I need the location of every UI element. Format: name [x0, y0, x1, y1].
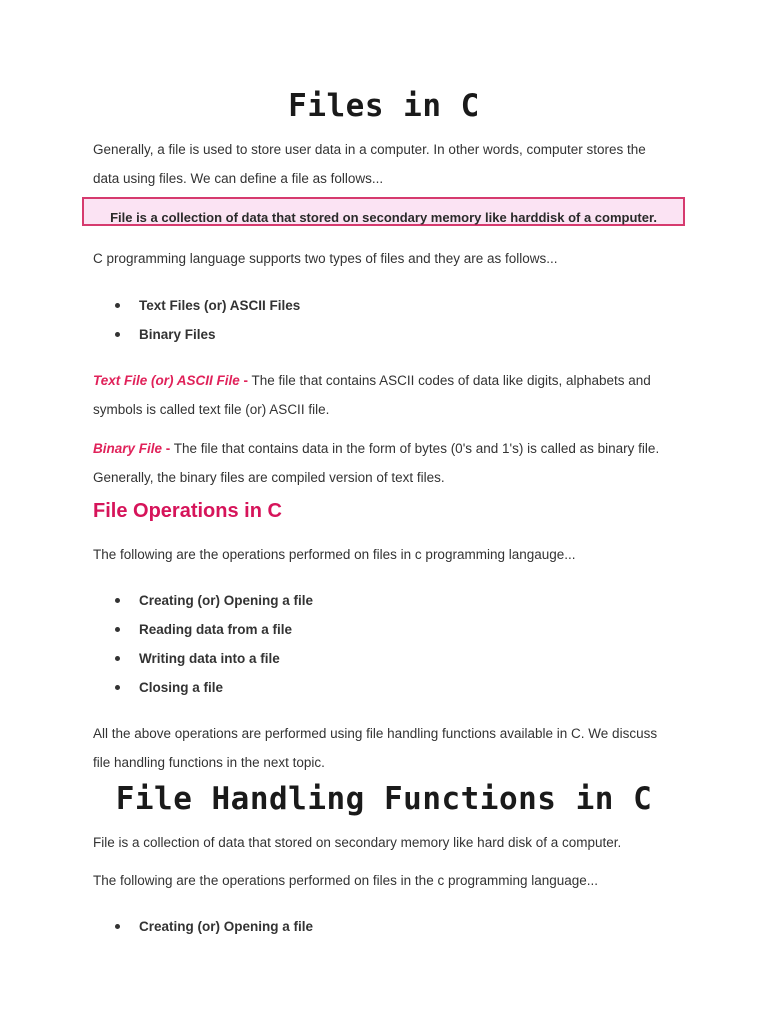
section-title: File Handling Functions in C [115, 781, 653, 817]
binary-file-term: Binary File [93, 441, 163, 456]
intro-line-2: data using files. We can define a file as follows... [93, 171, 384, 186]
operations-outro [93, 719, 674, 777]
intro-line-1: Generally, a file is used to store user data in a computer. In other words, computer stores the [93, 142, 646, 157]
text-file-line-1: The file that contains ASCII codes of data like digits, alphabets and [248, 373, 651, 388]
binary-file-line-1: The file that contains data in the form of bytes (0's and 1's) is called as binary file. [170, 441, 660, 456]
handling-list [113, 919, 313, 948]
handling-intro: The following are the operations performed on files in the c programming language... [93, 873, 599, 888]
page-title: Files in C [288, 88, 480, 124]
bullet-icon [115, 627, 120, 632]
binary-file-paragraph [93, 434, 674, 492]
binary-file-dash: - [162, 441, 171, 456]
list-item: Binary Files [113, 327, 300, 356]
bullet-icon [115, 924, 120, 929]
outro-line-1: All the above operations are performed using file handling functions available in C. We discuss [93, 726, 658, 741]
bullet-icon [115, 656, 120, 661]
outro-line-2: file handling functions in the next topic. [93, 755, 325, 770]
bullet-icon [115, 685, 120, 690]
intro-paragraph [93, 135, 674, 193]
text-file-line-2: symbols is called text file (or) ASCII file. [93, 402, 330, 417]
text-file-paragraph [93, 366, 674, 424]
file-types-list [113, 298, 300, 356]
handling-definition: File is a collection of data that stored on secondary memory like hard disk of a computer. [93, 835, 622, 850]
text-file-term: Text File (or) ASCII File [93, 373, 240, 388]
bullet-icon [115, 332, 120, 337]
bullet-icon [115, 598, 120, 603]
definition-callout [82, 197, 685, 226]
list-item: Reading data from a file [113, 622, 313, 651]
operations-intro: The following are the operations performed on files in c programming langauge... [93, 547, 576, 562]
operations-list [113, 593, 313, 709]
definition-text: File is a collection of data that stored on secondary memory like harddisk of a computer. [110, 210, 657, 225]
bullet-icon [115, 303, 120, 308]
text-file-dash: - [239, 373, 249, 388]
list-item: Writing data into a file [113, 651, 313, 680]
list-item: Creating (or) Opening a file [113, 919, 313, 948]
binary-file-line-2: Generally, the binary files are compiled version of text files. [93, 470, 445, 485]
types-intro: C programming language supports two types of files and they are as follows... [93, 251, 558, 266]
list-item: Closing a file [113, 680, 313, 709]
operations-heading: File Operations in C [93, 500, 282, 522]
list-item: Creating (or) Opening a file [113, 593, 313, 622]
list-item: Text Files (or) ASCII Files [113, 298, 300, 327]
